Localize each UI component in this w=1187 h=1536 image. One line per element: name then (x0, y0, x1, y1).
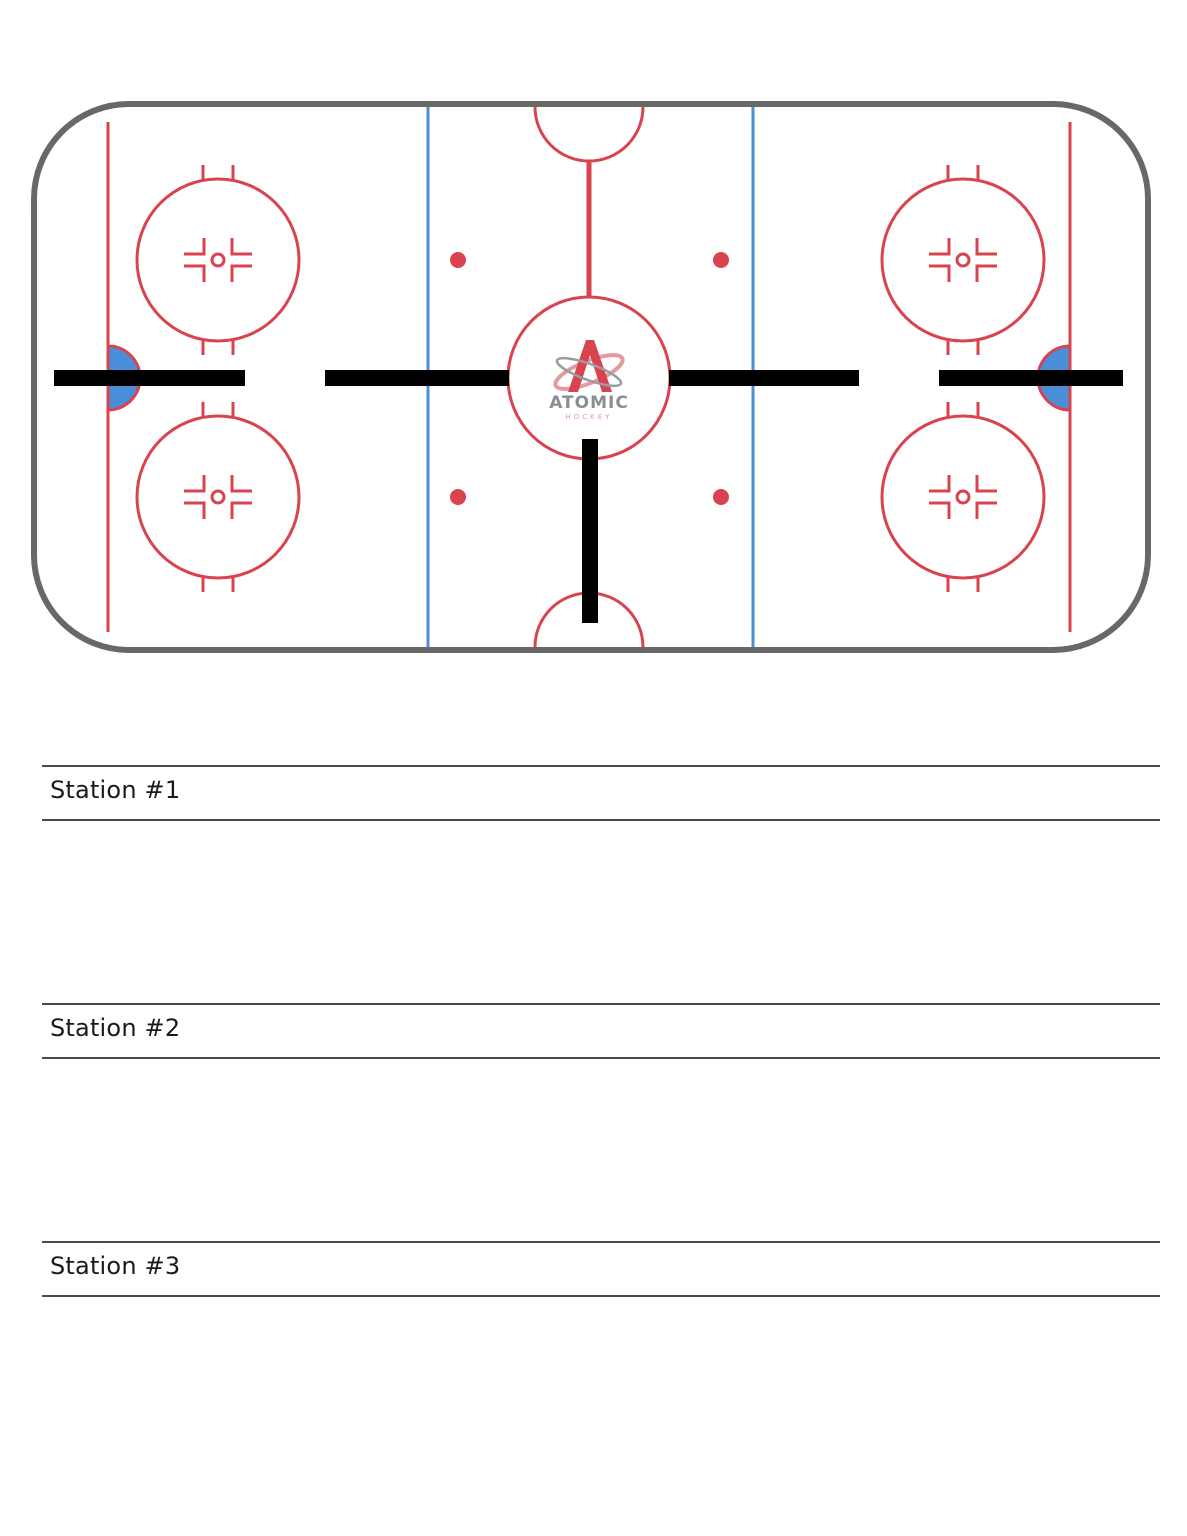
station-rule-top (42, 765, 1160, 767)
station-1 (42, 765, 1160, 821)
station-rule-top (42, 1003, 1160, 1005)
logo-name: ATOMIC (549, 393, 629, 413)
station-2 (42, 1003, 1160, 1059)
barrier-left-end (54, 370, 245, 386)
neutral-faceoff-dot (450, 252, 466, 268)
station-rule-bottom (42, 1057, 1160, 1059)
station-label: Station #2 (50, 1014, 181, 1042)
station-label: Station #1 (50, 776, 181, 804)
station-label: Station #3 (50, 1252, 181, 1280)
barrier-right-end (939, 370, 1123, 386)
center-faceoff-circle (508, 297, 670, 459)
neutral-faceoff-dot (713, 252, 729, 268)
station-3 (42, 1241, 1160, 1297)
logo-subtitle: HOCKEY (565, 413, 613, 421)
hockey-rink-diagram (0, 0, 1187, 660)
barrier-left-center (325, 370, 509, 386)
neutral-faceoff-dot (713, 489, 729, 505)
station-rule-top (42, 1241, 1160, 1243)
station-rule-bottom (42, 819, 1160, 821)
barrier-center-vertical (582, 439, 598, 623)
neutral-faceoff-dot (450, 489, 466, 505)
station-rule-bottom (42, 1295, 1160, 1297)
barrier-right-center (669, 370, 859, 386)
